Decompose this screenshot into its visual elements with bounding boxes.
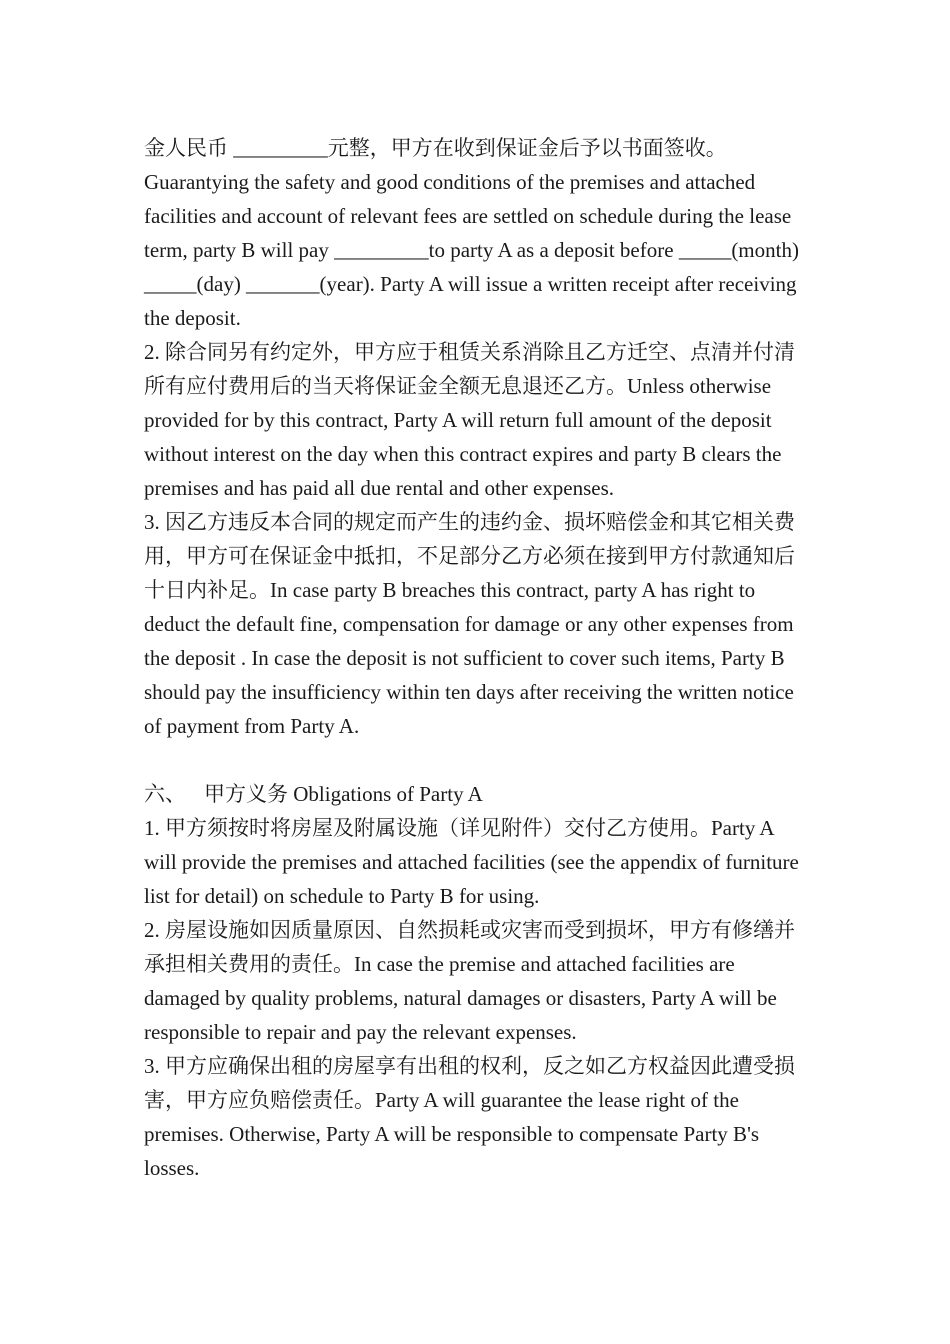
section-heading-obligations-party-a [144, 777, 810, 811]
section-title: 甲方义务 Obligations of Party A [204, 782, 483, 806]
contract-body [144, 131, 810, 1185]
deposit-paragraph: 金人民币 _________元整，甲方在收到保证金后予以书面签收。Guarantying the safety and good conditions of the premises and attached facilities and account of relevant fees are settled on schedule during the lease term, party B will pay _________to party A as a deposit before _____(month) _____(day) _______(year). Party A will issue a written receipt after receiving the deposit. [144, 136, 799, 330]
obligation-clause-1: 1. 甲方须按时将房屋及附属设施（详见附件）交付乙方使用。Party A will provide the premises and attached facilities (see the appendix of furniture list for detail) on schedule to Party B for using. [144, 816, 799, 908]
paragraph-spacer [144, 743, 810, 777]
deposit-deduction-clause: 3. 因乙方违反本合同的规定而产生的违约金、损坏赔偿金和其它相关费用，甲方可在保证金中抵扣，不足部分乙方必须在接到甲方付款通知后十日内补足。In case party B breaches this contract, party A has right to deduct the default fine, compensation for damage or any other expenses from the deposit . In case the deposit is not sufficient to cover such items, Party B should pay the insufficiency within ten days after receiving the written notice of payment from Party A. [144, 510, 795, 738]
obligation-clause-2: 2. 房屋设施如因质量原因、自然损耗或灾害而受到损坏，甲方有修缮并承担相关费用的责任。In case the premise and attached facilities are damaged by quality problems, natural damages or disasters, Party A will be responsible to repair and pay the relevant expenses. [144, 918, 795, 1044]
deposit-return-clause: 2. 除合同另有约定外，甲方应于租赁关系消除且乙方迁空、点清并付清所有应付费用后的当天将保证金全额无息退还乙方。Unless otherwise provided for by this contract, Party A will return full amount of the deposit without interest on the day when this contract expires and party B clears the premises and has paid all due rental and other expenses. [144, 340, 795, 500]
obligation-clause-3: 3. 甲方应确保出租的房屋享有出租的权利，反之如乙方权益因此遭受损害，甲方应负赔偿责任。Party A will guarantee the lease right of the premises. Otherwise, Party A will be responsible to compensate Party B's losses. [144, 1054, 795, 1180]
section-number: 六、 [144, 782, 186, 806]
